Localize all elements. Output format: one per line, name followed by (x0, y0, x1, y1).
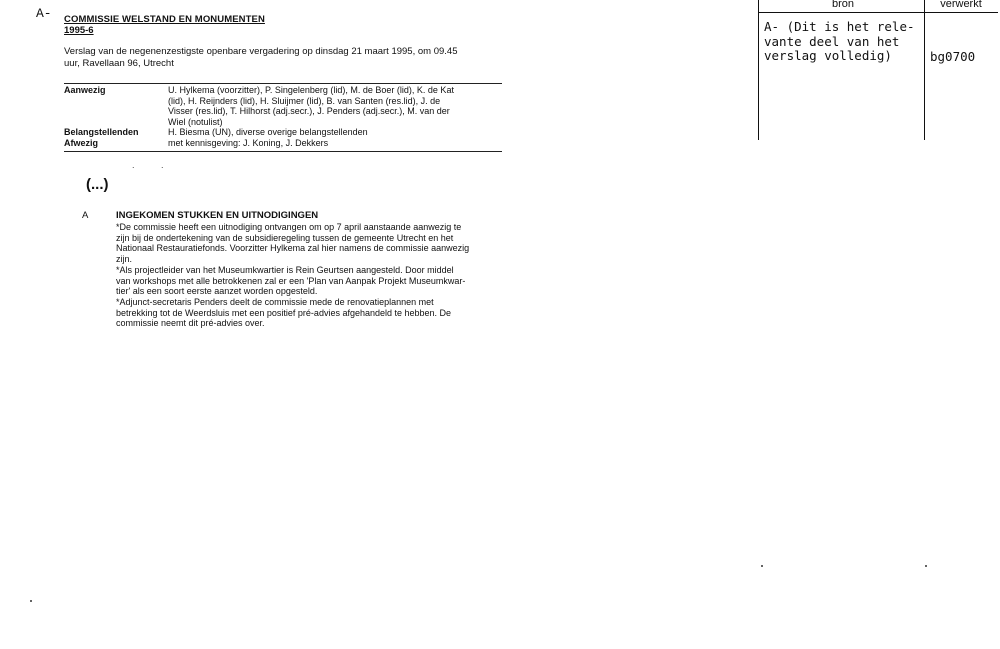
section-paragraph (116, 222, 516, 265)
register-header-rule (758, 12, 998, 13)
section-letter: A (82, 210, 89, 221)
body-line: Nationaal Restauratiefonds. Voorzitter Hylkema zal hier namens de commissie aanwezig (116, 243, 470, 254)
body-line: *De commissie heeft een uitnodiging ontvangen om op 7 april aanstaande aanwezig te (116, 222, 462, 232)
scan-dots: . . (132, 160, 176, 170)
margin-mark: A- (36, 6, 52, 21)
report-line: uur, Ravellaan 96, Utrecht (64, 58, 174, 69)
register-entry (764, 20, 922, 64)
section-body (116, 222, 516, 329)
attendance-line: U. Hylkema (voorzitter), P. Singelenberg (lid), M. de Boer (lid), K. de Kat (168, 85, 454, 95)
attendance-row-interested (64, 127, 502, 138)
register-entry-line: verslag volledig) (764, 48, 892, 63)
report-line: Verslag van de negenenzestigste openbare vergadering op dinsdag 21 maart 1995, om 09.45 (64, 46, 458, 57)
attendance-row-absent (64, 138, 502, 149)
section-heading: INGEKOMEN STUKKEN EN UITNODIGINGEN (116, 210, 319, 221)
register-column-divider (924, 0, 925, 140)
section-paragraph (116, 265, 516, 297)
attendance-value: met kennisgeving: J. Koning, J. Dekkers (168, 137, 329, 148)
body-line: tier' als een soort eerste aanzet worden opgesteld. (116, 286, 318, 297)
session-number: 1995-6 (64, 25, 94, 36)
attendance-top-rule (64, 83, 502, 84)
attendance-label: Afwezig (64, 137, 99, 148)
scan-speck (761, 565, 763, 567)
attendance-label: Aanwezig (64, 85, 106, 95)
body-line: *Als projectleider van het Museumkwartier is Rein Geurtsen aangesteld. Door middel (116, 264, 454, 275)
body-line: betrekking tot de Weerdsluis met een positief pré-advies afgehandeld te hebben. De (116, 307, 452, 318)
register-header-source: bron (831, 0, 855, 10)
attendance-line: (lid), H. Reijnders (lid), H. Sluijmer (lid), B. van Santen (res.lid), J. de (168, 95, 441, 106)
attendance-table (64, 83, 502, 152)
section-paragraph (116, 297, 516, 329)
attendance-label: Belangstellenden (64, 127, 139, 138)
omission-marker: (...) (86, 176, 109, 193)
attendance-row-present (64, 85, 502, 127)
register-entry-line: A- (Dit is het rele- (764, 19, 915, 34)
body-line: zijn. (116, 254, 133, 265)
attendance-line: Wiel (notulist) (168, 116, 223, 127)
register-entry-line: vante deel van het (764, 33, 900, 49)
register-left-border (758, 0, 759, 140)
scan-speck (30, 600, 32, 602)
body-line: zijn bij de ondertekening van de subsidieregeling tussen de gemeente Utrecht en het (116, 232, 454, 243)
body-line: van workshops met alle betrokkenen zal er een 'Plan van Aanpak Projekt Museumkwar- (116, 275, 466, 286)
attendance-bottom-rule (64, 151, 502, 152)
report-intro (64, 46, 504, 70)
commission-title: COMMISSIE WELSTAND EN MONUMENTEN (64, 14, 265, 25)
attendance-value (168, 85, 502, 127)
body-line: commissie neemt dit pré-advies over. (116, 318, 265, 329)
register-header-processed: verwerkt (940, 0, 982, 10)
attendance-value: H. Biesma (UN), diverse overige belangstellenden (168, 127, 368, 138)
attendance-line: Visser (res.lid), T. Hilhorst (adj.secr.), J. Penders (adj.secr.), M. van der (168, 106, 450, 117)
scan-speck (925, 565, 927, 567)
body-line: *Adjunct-secretaris Penders deelt de commissie mede de renovatieplannen met (116, 296, 434, 307)
register-code: bg0700 (930, 49, 976, 64)
